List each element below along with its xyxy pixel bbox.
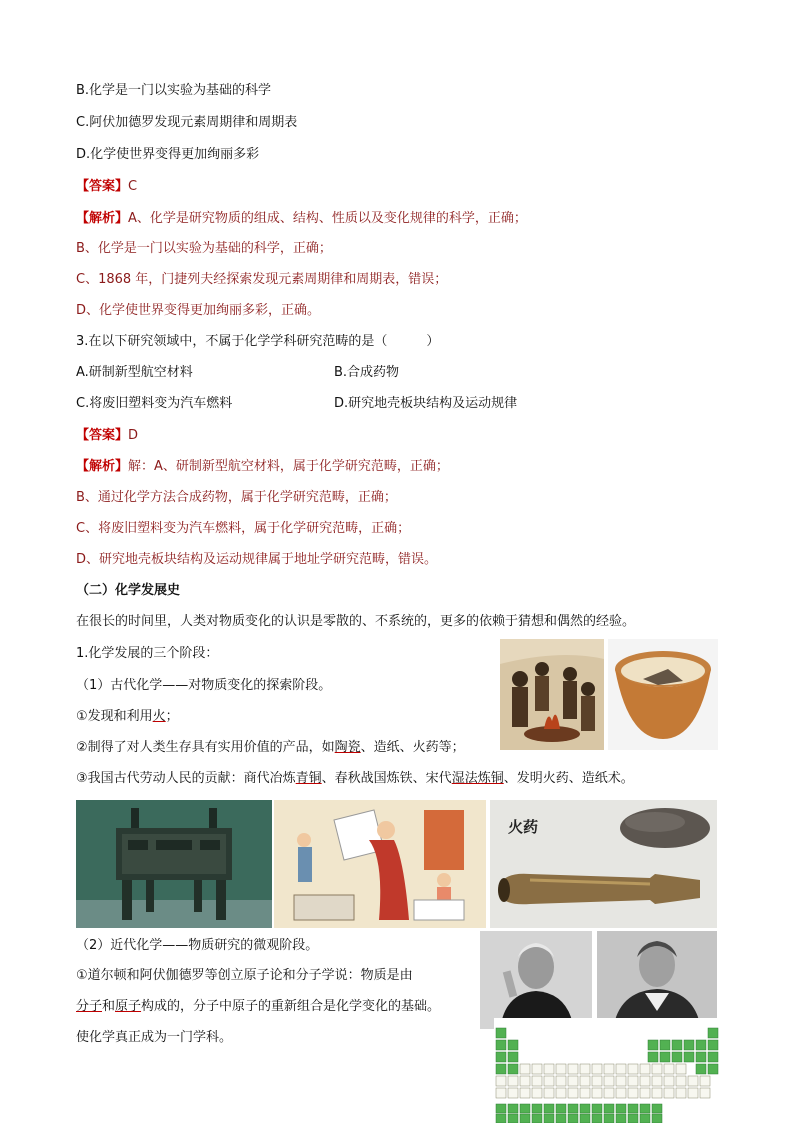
q2-answer (76, 178, 137, 196)
avogadro-portrait-image (597, 931, 717, 1029)
text: 、造纸、火药等； (360, 740, 465, 755)
fire-people-image (500, 639, 604, 750)
q2-analysis-d: D、化学使世界变得更加绚丽多彩，正确。 (76, 303, 321, 318)
bronze-ding-image (76, 800, 272, 928)
q3-option-b: B.合成药物 (334, 365, 400, 380)
gunpowder-image (490, 800, 717, 928)
periodic-table-image (494, 1018, 720, 1123)
ancient-item-1 (76, 708, 179, 726)
q2-option-b: B.化学是一门以实验为基础的科学 (76, 83, 272, 98)
answer-tag: 【答案】 (76, 179, 129, 194)
underlined-term: 青铜 (295, 771, 322, 786)
answer-value: D (128, 428, 139, 443)
q3-answer (76, 427, 138, 445)
q3-analysis-d: D、研究地壳板块结构及运动规律属于地址学研究范畴，错误。 (76, 552, 438, 567)
q2-analysis-b: B、化学是一门以实验为基础的科学，正确； (76, 241, 332, 256)
ancient-item-3 (76, 770, 634, 788)
modern-item-2 (76, 998, 440, 1016)
text: ②制得了对人类生存具有实用价值的产品，如 (76, 740, 335, 755)
q3-option-c: C.将废旧塑料变为汽车燃料 (76, 396, 233, 411)
answer-tag: 【答案】 (76, 428, 129, 443)
pottery-bowl-image (608, 639, 718, 750)
ancient-title: （1）古代化学——对物质变化的探索阶段。 (76, 678, 332, 693)
q3-stem: 3.在以下研究领域中，不属于化学学科研究范畴的是（ ） (76, 334, 440, 349)
analysis-text: A、化学是研究物质的组成、结构、性质以及变化规律的科学，正确； (128, 211, 527, 226)
underlined-term: 火 (152, 709, 166, 724)
text: ； (165, 709, 179, 724)
analysis-tag: 【解析】 (76, 459, 129, 474)
q3-analysis-b: B、通过化学方法合成药物，属于化学研究范畴，正确； (76, 490, 397, 505)
text: ①发现和利用 (76, 709, 153, 724)
q2-option-c: C.阿伏加德罗发现元素周期律和周期表 (76, 115, 298, 130)
q2-analysis-c: C、1868 年，门捷列夫经探索发现元素周期律和周期表，错误； (76, 272, 448, 287)
section-heading: （二）化学发展史 (76, 583, 181, 598)
answer-value: C (128, 179, 138, 194)
q3-analysis-a (76, 458, 449, 476)
underlined-term: 原子 (115, 999, 142, 1014)
q3-analysis-c: C、将废旧塑料变为汽车燃料，属于化学研究范畴，正确； (76, 521, 411, 536)
text: ③我国古代劳动人民的贡献：商代冶炼 (76, 771, 296, 786)
q3-option-d: D.研究地壳板块结构及运动规律 (334, 396, 518, 411)
underlined-term: 陶瓷 (334, 740, 361, 755)
text: 构成的，分子中原子的重新组合是化学变化的基础。 (141, 999, 441, 1014)
stages-title: 1.化学发展的三个阶段： (76, 646, 219, 661)
section-intro: 在很长的时间里，人类对物质变化的认识是零散的、不系统的，更多的依赖于猜想和偶然的经验。 (76, 614, 636, 629)
q2-option-d: D.化学使世界变得更加绚丽多彩 (76, 147, 260, 162)
q3-option-a: A.研制新型航空材料 (76, 365, 193, 380)
underlined-term: 分子 (76, 999, 103, 1014)
modern-title: （2）近代化学——物质研究的微观阶段。 (76, 938, 319, 953)
ancient-item-2 (76, 739, 465, 757)
analysis-tag: 【解析】 (76, 211, 129, 226)
modern-item-3: 使化学真正成为一门学科。 (76, 1030, 233, 1045)
modern-item-1: ①道尔顿和阿伏伽德罗等创立原子论和分子学说：物质是由 (76, 968, 413, 983)
dalton-portrait-image (480, 931, 592, 1029)
text: 、发明火药、造纸术。 (503, 771, 634, 786)
text: 和 (102, 999, 116, 1014)
analysis-text: 解：A、研制新型航空材料，属于化学研究范畴，正确； (128, 459, 449, 474)
underlined-term: 湿法炼铜 (451, 771, 504, 786)
text: 、春秋战国炼铁、宋代 (321, 771, 452, 786)
q2-analysis-a (76, 210, 527, 228)
gunpowder-label: 火药 (508, 818, 539, 836)
papermaking-image (274, 800, 486, 928)
